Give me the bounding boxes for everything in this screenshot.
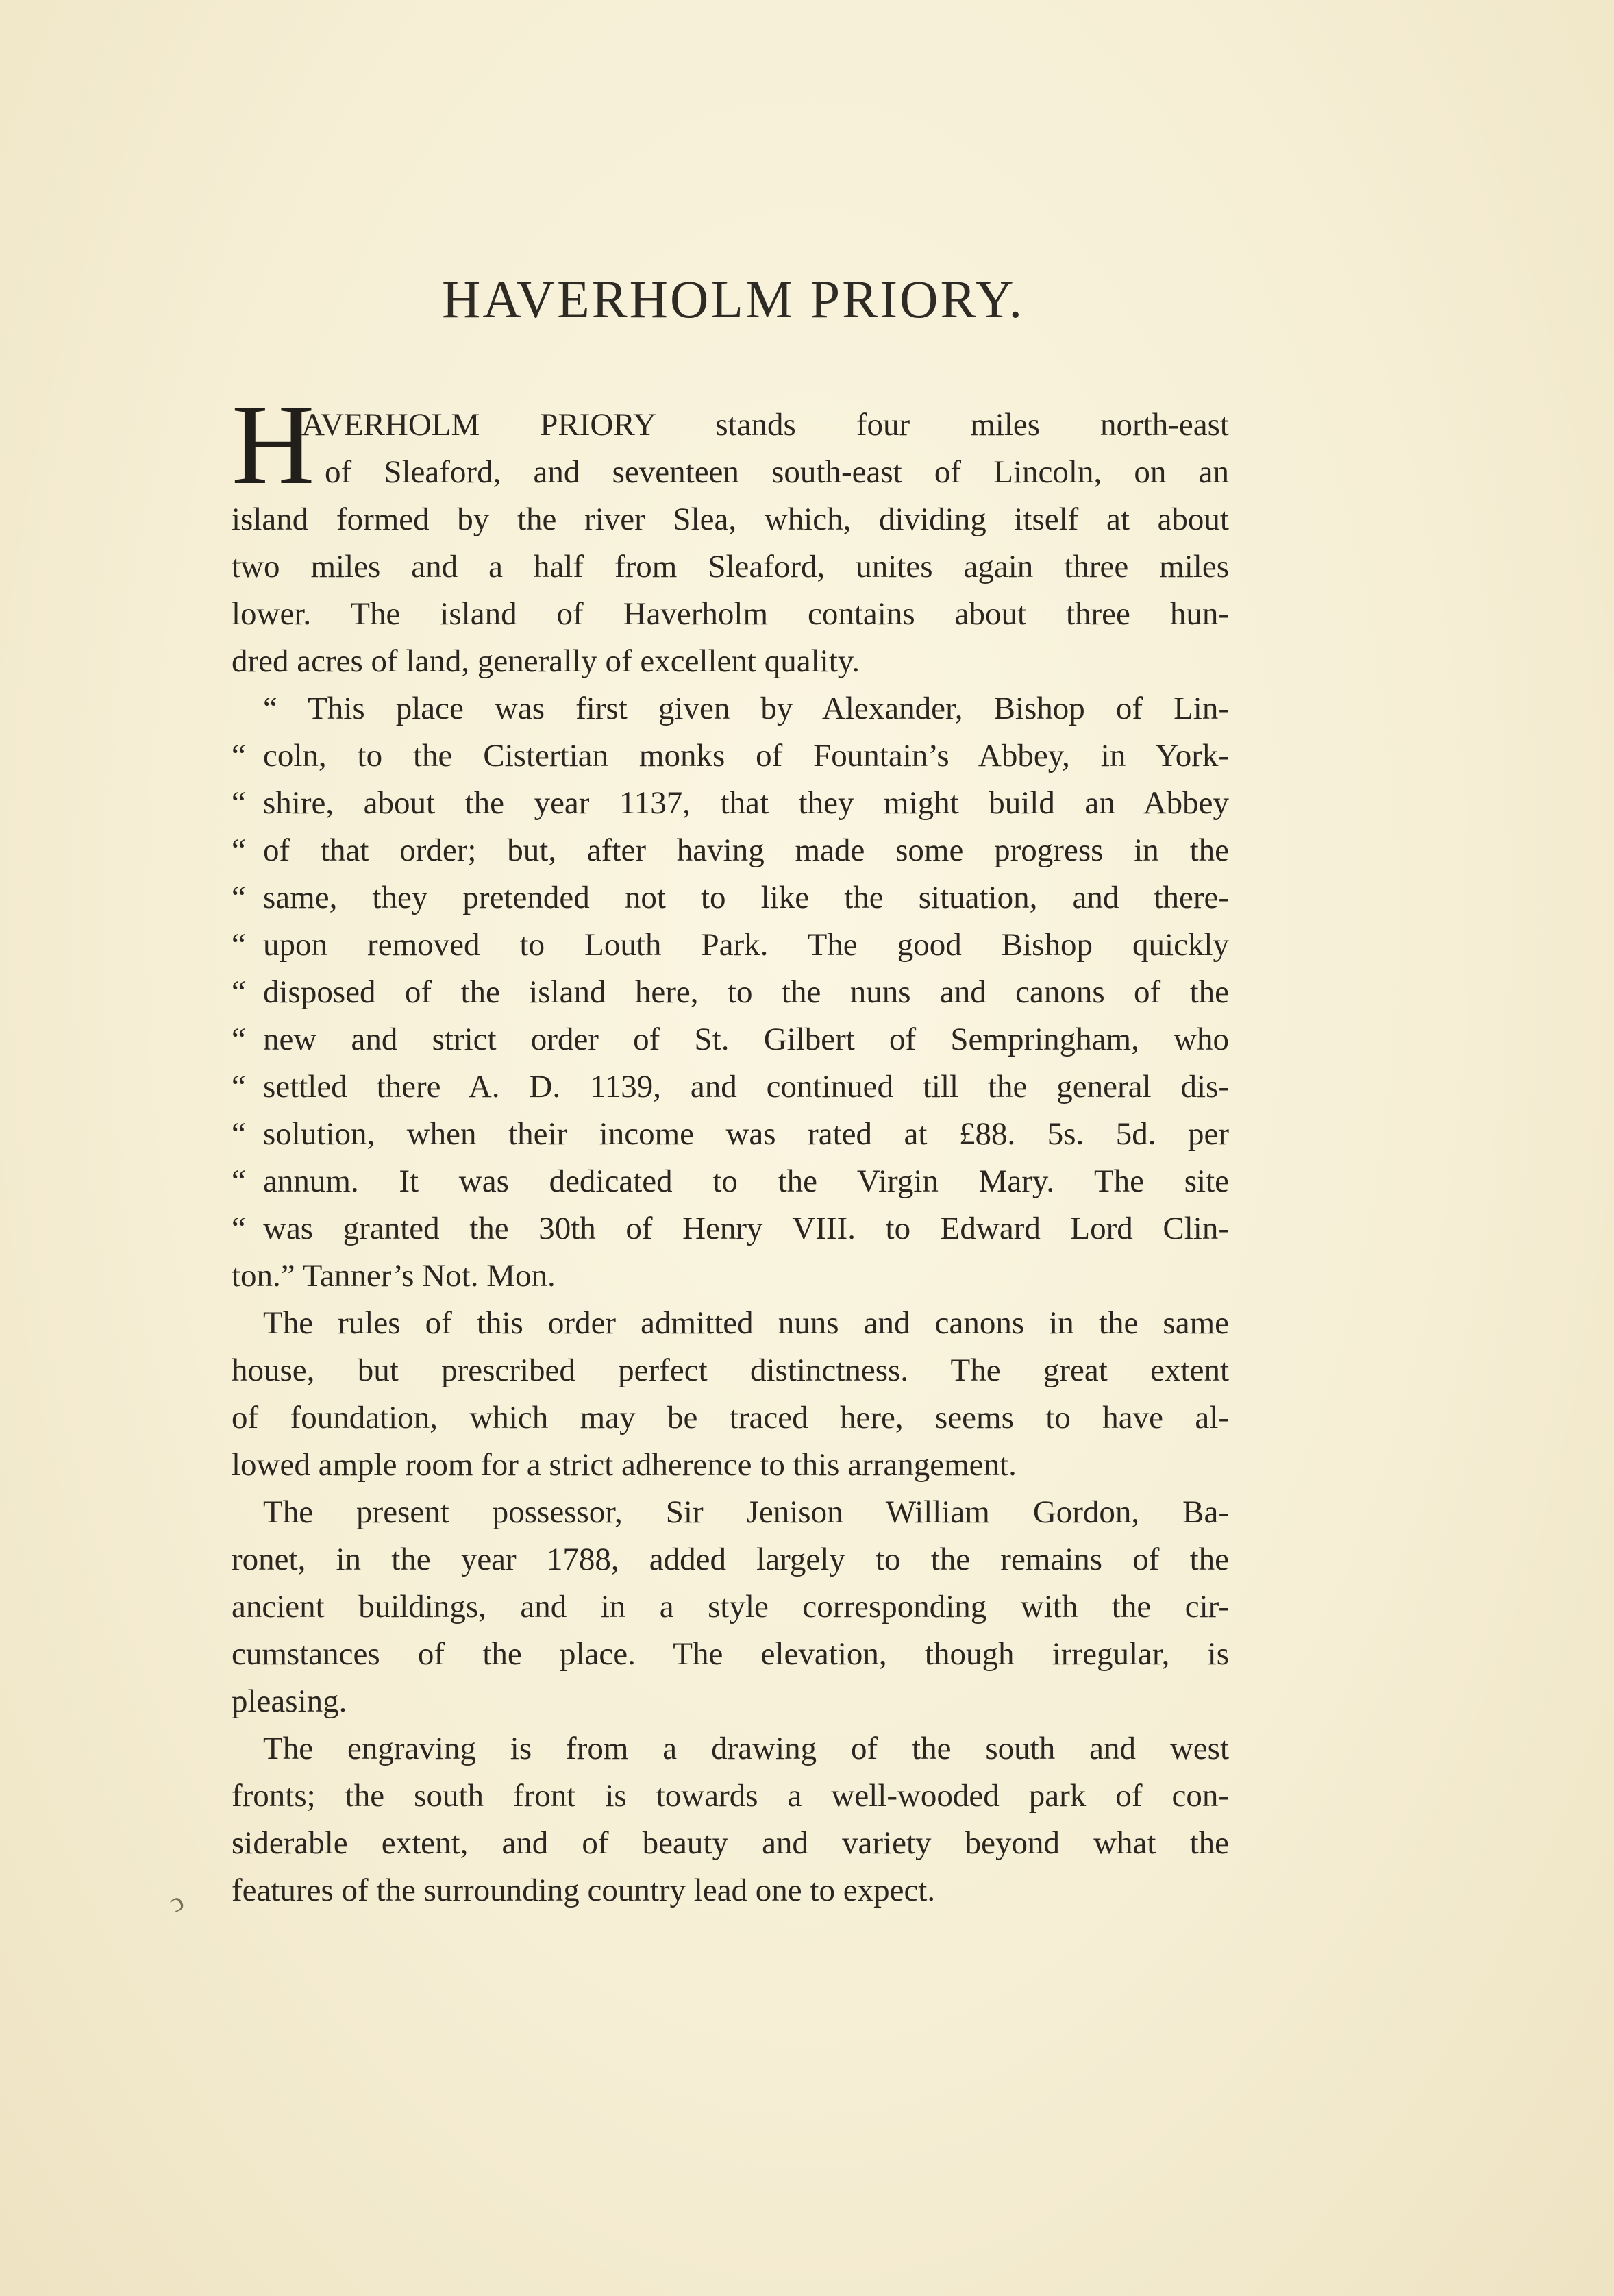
line-text: solution, when their income was rated at £88. 5s. 5d. per xyxy=(263,1116,1229,1152)
drop-cap-gap xyxy=(232,402,301,449)
text-line xyxy=(232,1111,1229,1158)
line-text: of Sleaford, and seventeen south-east of Lincoln, on an xyxy=(325,454,1229,490)
line-text: fronts; the south front is towards a well-wooded park of con- xyxy=(232,1778,1229,1814)
paragraph xyxy=(232,1300,1229,1489)
text-line xyxy=(232,449,1229,496)
text-line xyxy=(232,732,1229,780)
line-text: two miles and a half from Sleaford, unites again three miles xyxy=(232,549,1229,584)
text-line xyxy=(232,496,1229,543)
text-line xyxy=(232,922,1229,969)
text-line xyxy=(232,1300,1229,1347)
line-text: disposed of the island here, to the nuns and canons of the xyxy=(263,974,1229,1010)
indent xyxy=(232,1300,263,1347)
paragraph xyxy=(232,1725,1229,1914)
text-line xyxy=(232,1631,1229,1678)
quote-mark: “ xyxy=(232,927,246,963)
quote-mark: “ xyxy=(232,1116,246,1152)
quote-mark: “ xyxy=(232,785,246,821)
quote-mark: “ xyxy=(232,1163,246,1199)
text-line xyxy=(232,638,1229,685)
text-line xyxy=(232,402,1229,449)
line-text: of foundation, which may be traced here, seems to have al- xyxy=(232,1400,1229,1435)
line-text: lowed ample room for a strict adherence to this arrangement. xyxy=(232,1447,1017,1483)
text-line xyxy=(232,1678,1229,1725)
drop-cap: H xyxy=(232,381,315,508)
line-text: ancient buildings, and in a style corresponding with the cir- xyxy=(232,1589,1229,1625)
line-text: same, they pretended not to like the situation, and there- xyxy=(263,880,1229,915)
text-line xyxy=(232,1252,1229,1300)
paragraph xyxy=(232,685,1229,1300)
line-text: features of the surrounding country lead one to expect. xyxy=(232,1873,936,1908)
quote-mark: “ xyxy=(232,880,246,915)
text-line xyxy=(232,1347,1229,1394)
indent xyxy=(232,1725,263,1773)
line-text: The rules of this order admitted nuns and canons in the same xyxy=(263,1305,1229,1341)
margin-mark: ↄ xyxy=(162,1885,189,1918)
indent xyxy=(232,685,263,732)
text-line xyxy=(232,1583,1229,1631)
line-text: AVERHOLM PRIORY stands four miles north-east xyxy=(301,407,1229,443)
line-text: upon removed to Louth Park. The good Bishop quickly xyxy=(263,927,1229,963)
quote-mark: “ xyxy=(232,832,246,868)
text-line xyxy=(232,827,1229,874)
line-text: annum. It was dedicated to the Virgin Mary. The site xyxy=(263,1163,1229,1199)
drop-cap-gap xyxy=(232,449,325,496)
text-line xyxy=(232,543,1229,591)
line-text: siderable extent, and of beauty and variety beyond what the xyxy=(232,1825,1229,1861)
text-line xyxy=(232,1016,1229,1063)
line-text: of that order; but, after having made some progress in the xyxy=(263,832,1229,868)
line-text: coln, to the Cistertian monks of Fountain’s Abbey, in York- xyxy=(263,738,1229,774)
quote-mark: “ xyxy=(232,1069,246,1104)
text-line xyxy=(232,1773,1229,1820)
line-text: new and strict order of St. Gilbert of Sempringham, who xyxy=(263,1022,1229,1057)
text-line xyxy=(232,1867,1229,1914)
body-text xyxy=(232,402,1229,1914)
text-line xyxy=(232,1536,1229,1583)
text-line xyxy=(232,1205,1229,1252)
indent xyxy=(232,1489,263,1536)
paragraph xyxy=(232,1489,1229,1725)
line-text: settled there A. D. 1139, and continued till the general dis- xyxy=(263,1069,1229,1104)
line-text: The present possessor, Sir Jenison William Gordon, Ba- xyxy=(263,1494,1229,1530)
quote-mark: “ xyxy=(232,1022,246,1057)
text-line xyxy=(232,1820,1229,1867)
text-line xyxy=(232,1063,1229,1111)
text-line xyxy=(232,969,1229,1016)
line-text: lower. The island of Haverholm contains about three hun- xyxy=(232,596,1229,632)
quote-mark: “ xyxy=(232,738,246,774)
text-line xyxy=(232,685,1229,732)
line-text: cumstances of the place. The elevation, though irregular, is xyxy=(232,1636,1229,1672)
line-text: pleasing. xyxy=(232,1683,347,1719)
line-text: “ This place was first given by Alexander, Bishop of Lin- xyxy=(263,691,1229,726)
page-title: HAVERHOLM PRIORY. xyxy=(442,269,1024,329)
line-text: dred acres of land, generally of excellent quality. xyxy=(232,643,860,679)
text-line xyxy=(232,591,1229,638)
line-text: island formed by the river Slea, which, dividing itself at about xyxy=(232,502,1229,537)
quote-mark: “ xyxy=(232,974,246,1010)
text-line xyxy=(232,1489,1229,1536)
line-text: house, but prescribed perfect distinctness. The great extent xyxy=(232,1353,1229,1388)
paragraph xyxy=(232,402,1229,685)
line-text: ronet, in the year 1788, added largely to the remains of the xyxy=(232,1542,1229,1577)
text-line xyxy=(232,874,1229,922)
text-line xyxy=(232,1158,1229,1205)
line-text: The engraving is from a drawing of the south and west xyxy=(263,1731,1229,1766)
quote-mark: “ xyxy=(232,1211,246,1246)
line-text: shire, about the year 1137, that they might build an Abbey xyxy=(263,785,1229,821)
line-text: was granted the 30th of Henry VIII. to Edward Lord Clin- xyxy=(263,1211,1229,1246)
text-line xyxy=(232,1725,1229,1773)
line-text: ton.” Tanner’s Not. Mon. xyxy=(232,1258,556,1294)
text-line xyxy=(232,780,1229,827)
text-line xyxy=(232,1442,1229,1489)
text-line xyxy=(232,1394,1229,1442)
